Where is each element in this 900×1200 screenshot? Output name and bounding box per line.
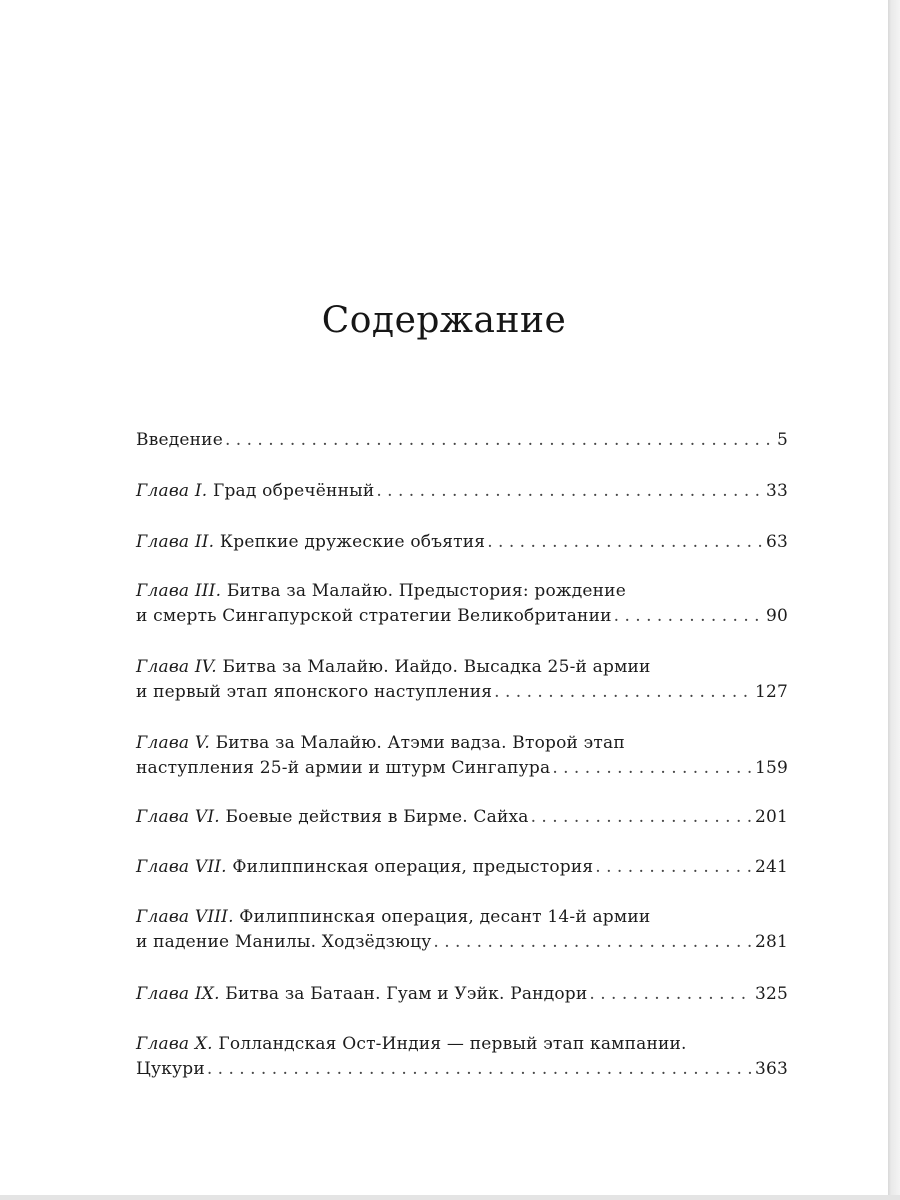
dot-leader [595,855,753,880]
dot-leader [531,805,753,830]
toc-entry-title: Введение [136,430,223,450]
dot-leader [207,1057,753,1082]
toc-entry-chapter-9 [136,982,788,1007]
toc-entry-chapter-2 [136,530,788,555]
toc-page-number: 325 [754,984,788,1004]
dot-leader [552,756,753,781]
chapter-title-continued: и первый этап японского наступления [136,682,493,702]
chapter-label: Глава VII. [136,857,227,877]
toc-page-number: 281 [754,932,788,952]
chapter-label: Глава I. [136,481,208,501]
chapter-label: Глава X. [136,1034,213,1054]
page-edge-right [888,0,900,1200]
chapter-title-continued: наступления 25-й армии и штурм Сингапура [136,758,551,778]
dot-leader [487,530,764,555]
chapter-label: Глава II. [136,532,215,552]
chapter-title-continued: Цукури [136,1059,205,1079]
toc-entry-chapter-10 [136,1032,788,1082]
toc-page-number: 90 [765,606,788,626]
chapter-title: Битва за Малайю. Атэми вадза. Второй этап [215,733,625,753]
toc-entry-chapter-1 [136,479,788,504]
chapter-title: Битва за Малайю. Иайдо. Высадка 25-й армии [222,657,651,677]
dot-leader [376,479,764,504]
toc-page-number: 201 [754,807,788,827]
toc-entry-chapter-7 [136,855,788,880]
chapter-title-continued: и падение Манилы. Ходзёдзюцу [136,932,432,952]
chapter-title: Битва за Батаан. Гуам и Уэйк. Рандори [225,984,588,1004]
toc-entry-chapter-6 [136,805,788,830]
toc-page-number: 241 [754,857,788,877]
chapter-title: Голландская Ост-Индия — первый этап кампании. [218,1034,687,1054]
toc-page-number: 363 [754,1059,788,1079]
dot-leader [614,604,764,629]
page-title: Содержание [321,300,567,341]
chapter-title: Крепкие дружеские объятия [219,532,486,552]
dot-leader [589,982,753,1007]
dot-leader [225,428,775,453]
chapter-label: Глава V. [136,733,210,753]
toc-entry-chapter-5 [136,731,788,781]
chapter-label: Глава VI. [136,807,220,827]
toc-entry-intro [136,428,788,453]
toc-page-number: 5 [776,430,788,450]
toc-entry-chapter-3 [136,579,788,629]
toc-page-number: 33 [765,481,788,501]
chapter-title: Град обречённый [212,481,375,501]
chapter-title: Битва за Малайю. Предыстория: рождение [226,581,626,601]
dot-leader [494,680,753,705]
toc-entry-chapter-8 [136,905,788,955]
chapter-label: Глава IV. [136,657,217,677]
chapter-label: Глава VIII. [136,907,234,927]
toc-page-number: 127 [754,682,788,702]
chapter-title-continued: и смерть Сингапурской стратегии Великобритании [136,606,612,626]
chapter-title: Филиппинская операция, десант 14-й армии [239,907,651,927]
chapter-title: Филиппинская операция, предыстория [232,857,594,877]
chapter-title: Боевые действия в Бирме. Сайха [225,807,529,827]
chapter-label: Глава IX. [136,984,220,1004]
toc-page-number: 159 [754,758,788,778]
dot-leader [433,930,753,955]
toc-page-number: 63 [765,532,788,552]
page-edge-bottom [0,1195,900,1200]
toc-entry-chapter-4 [136,655,788,705]
chapter-label: Глава III. [136,581,222,601]
